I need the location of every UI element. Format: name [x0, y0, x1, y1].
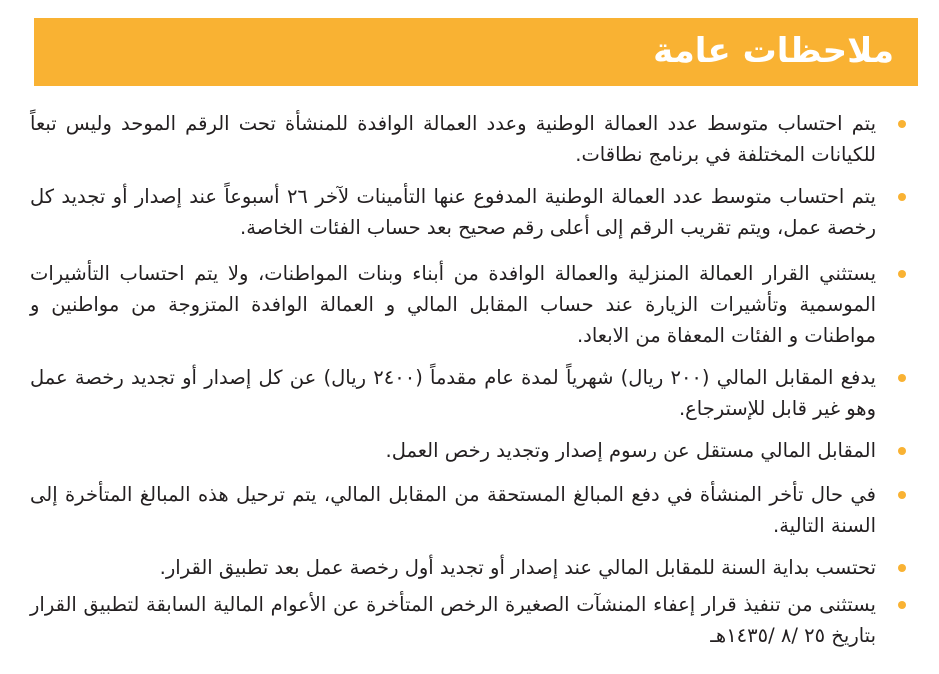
note-text: يتم احتساب متوسط عدد العمالة الوطنية وعدد العمالة الوافدة للمنشأة تحت الرقم الموحد وليس تبعاً للكيانات المختلفة في برنامج نطاقات. — [30, 112, 876, 166]
note-text: يستثنى من تنفيذ قرار إعفاء المنشآت الصغيرة الرخص المتأخرة عن الأعوام المالية السابقة لتطبيق القرار بتاريخ ٢٥ /٨ /١٤٣٥هـ — [30, 593, 876, 647]
bullet-dot-icon — [898, 447, 906, 455]
note-text: تحتسب بداية السنة للمقابل المالي عند إصدار أو تجديد أول رخصة عمل بعد تطبيق القرار. — [159, 556, 876, 579]
bullet-dot-icon — [898, 491, 906, 499]
note-item-fee-independence — [30, 435, 906, 466]
bullet-dot-icon — [898, 564, 906, 572]
note-item-year-start — [30, 552, 906, 583]
bullet-dot-icon — [898, 601, 906, 609]
bullet-dot-icon — [898, 120, 906, 128]
note-text: في حال تأخر المنشأة في دفع المبالغ المستحقة من المقابل المالي، يتم ترحيل هذه المبالغ المتأخرة إلى السنة التالية. — [30, 483, 876, 537]
note-item-late-payment — [30, 479, 906, 541]
note-text: يدفع المقابل المالي (٢٠٠ ريال) شهرياً لمدة عام مقدماً (٢٤٠٠ ريال) عن كل إصدار أو تجديد رخصة عمل وهو غير قابل للإسترجاع. — [30, 366, 876, 420]
note-text: المقابل المالي مستقل عن رسوم إصدار وتجديد رخص العمل. — [385, 439, 876, 462]
note-text: يستثني القرار العمالة المنزلية والعمالة الوافدة من أبناء وبنات المواطنات، ولا يتم احتساب التأشيرات الموسمية وتأشيرات الزيارة عند حساب المقابل المالي و العمالة الوافدة المتزوجة من مواطنين و مواطنات و الفئات المعفاة من الابعاد. — [30, 262, 876, 347]
note-item-average-calculation — [30, 181, 906, 243]
header-banner — [34, 18, 918, 86]
note-item-exclusions — [30, 258, 906, 351]
note-item-unified-count — [30, 108, 906, 170]
bullet-dot-icon — [898, 374, 906, 382]
note-item-small-business-exemption — [30, 589, 906, 651]
note-item-fee-amount — [30, 362, 906, 424]
page-title: ملاحظات عامة — [653, 31, 894, 71]
bullet-dot-icon — [898, 193, 906, 201]
bullet-dot-icon — [898, 270, 906, 278]
note-text: يتم احتساب متوسط عدد العمالة الوطنية المدفوع عنها التأمينات لآخر ٢٦ أسبوعاً عند إصدار أو تجديد كل رخصة عمل، ويتم تقريب الرقم إلى أعلى رقم صحيح بعد حساب الفئات الخاصة. — [30, 185, 876, 239]
notes-list — [30, 108, 906, 651]
